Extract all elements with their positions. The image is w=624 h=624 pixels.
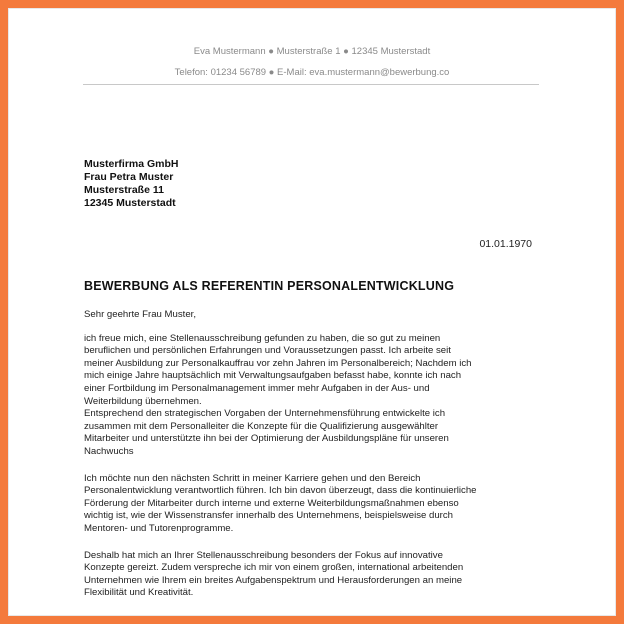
salutation: Sehr geehrte Frau Muster, [84,309,196,320]
recipient-city: 12345 Musterstadt [84,197,176,209]
sender-address-line: Eva Mustermann ● Musterstraße 1 ● 12345 Musterstadt [193,46,431,57]
recipient-name: Frau Petra Muster [84,171,174,183]
recipient-company: Musterfirma GmbH [84,158,179,170]
letter-page [8,8,616,616]
header-divider [83,84,539,85]
paragraph-3: Deshalb hat mich an Ihrer Stellenausschreibung besonders der Fokus auf innovative Konzepte gereizt. Zudem verspreche ich mir von einem großen, international arbeitenden Unternehmen wie Ihrem ein breites Aufgabenspektrum und Herausforderungen an meine Flexibilität und Kreativität. [84,549,464,599]
letter-date: 01.01.1970 [479,238,532,250]
paragraph-1: ich freue mich, eine Stellenausschreibung gefunden zu haben, die so gut zu meinen beruflichen und persönlichen Erfahrungen und Voraussetzungen passt. Ich arbeite seit meiner Ausbildung zur Personalkauffrau vor zehn Jahren im Personalbereich; Nachdem ich mich einige Jahre hauptsächlich mit Verwaltungsaufgaben befasst habe, konnte ich nach einer Fortbildung im Personalmanagement immer mehr Aufgaben in der Aus- und Weiterbildung übernehmen. Entsprechend den strategischen Vorgaben der Unternehmensführung entwickelte ich zusammen mit dem Personalleiter die Konzepte für die Qualifizierung ausgewählter Mitarbeiter und unterstützte ihn bei der Optimierung der Ausbildungspläne für unseren Nachwuchs [84,332,472,457]
recipient-street: Musterstraße 11 [84,184,164,196]
letter-body [84,309,554,600]
sender-contact-line: Telefon: 01234 56789 ● E-Mail: eva.mustermann@bewerbung.co [174,67,450,78]
letter-subject: BEWERBUNG ALS REFERENTIN PERSONALENTWICKLUNG [84,279,455,293]
paragraph-2: Ich möchte nun den nächsten Schritt in meiner Karriere gehen und den Bereich Personalentwicklung verantwortlich führen. Ich bin davon überzeugt, dass die kontinuierliche Förderung der Mitarbeiter durch interne und externe Weiterbildungsmaßnahmen ebenso wichtig ist, wie der Wissenstransfer innerhalb des Unternehmens, beispielsweise durch Mentoren- und Tutorenprogramme. [84,472,477,534]
recipient-address [84,158,179,210]
